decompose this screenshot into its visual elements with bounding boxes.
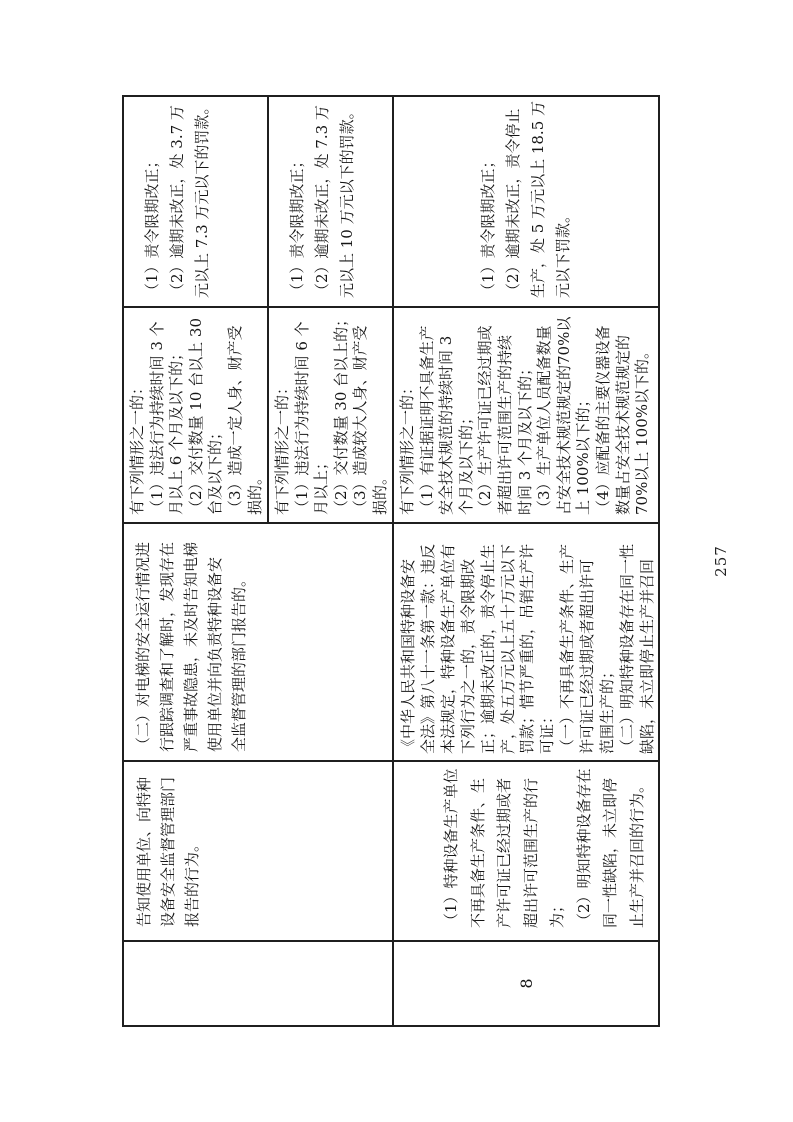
situation-row8-text: 有下列情形之一的： （1）有证据证明不具备生产 安全技术规范的持续时间 3 个月及以下的； （2）生产许可证已经过期或 者超出许可范围生产的持续 时间 3 个月及以下的； （3）生产单位人员配备数量 占安全技术规范规定的70%以 上 100%以下的； （4）应配备的主要仪器设备 数量占安全技术规范规定的 70%以上 100%以下的。 <box>398 316 652 515</box>
situation-tier2-text: 有下列情形之一的： （1）违法行为持续时间 6 个 月以上； （2）交付数量 30 台以上的； （3）造成较大人身、财产受 损的。 <box>273 311 389 515</box>
table-row-continued-tier1 <box>123 96 268 1026</box>
cell-situation-row8 <box>393 307 659 523</box>
cell-behavior-row8 <box>393 761 659 941</box>
penalty-row8-text: （1）责令限期改正； （2）逾期未改正，责令停止 生产，处 5 万元以上 18.5 万 元以下罚款。 <box>479 100 572 298</box>
cell-legal-basis-continued <box>123 523 393 761</box>
cell-serial-8 <box>393 941 659 1026</box>
cell-legal-basis-row8 <box>393 523 659 761</box>
cell-serial-continued <box>123 941 393 1026</box>
cell-situation-tier2 <box>268 307 393 523</box>
cell-penalty-tier2 <box>268 96 393 307</box>
page-number: 257 <box>712 545 730 577</box>
legal-basis-continued-text: （二）对电梯的安全运行情况进 行跟踪调查和了解时，发现存在 严重事故隐患，未及时告知电梯 使用单位并向负责特种设备安 全监督管理的部门报告的。 <box>134 541 248 752</box>
penalty-tier1-text: （1）责令限期改正； （2）逾期未改正，处 3.7 万 元以上 7.3 万元以下的罚款。 <box>143 99 211 298</box>
behavior-continued-text: 告知使用单位、向特种 设备安全监督管理部门 报告的行为。 <box>135 776 201 927</box>
cell-penalty-row8 <box>393 96 659 307</box>
serial-8-value: 8 <box>516 978 536 989</box>
situation-tier1-text: 有下列情形之一的： （1）违法行为持续时间 3 个 月以上 6 个月及以下的； （2）交付数量 10 台以上 30 台及以下的； （3）造成一定人身、财产受 损的。 <box>128 317 264 515</box>
penalty-tier2-text: （1）责令限期改正； （2）逾期未改正，处 7.3 万 元以上 10 万元以下的罚款。 <box>288 104 356 298</box>
cell-behavior-continued <box>123 761 393 941</box>
table-row-8 <box>393 96 659 1026</box>
penalty-table <box>122 95 660 1027</box>
cell-penalty-tier1 <box>123 96 268 307</box>
behavior-row8-text: （1）特种设备生产单位 不再具备生产条件、生 产许可证已经过期或者 超出许可范围生产的行 为； （2）明知特种设备存在 同一性缺陷，未立即停 止生产并召回的行为。 <box>442 768 646 928</box>
cell-situation-tier1 <box>123 307 268 523</box>
legal-basis-row8-text: 《中华人民共和国特种设备安 全法》第八十一条第一款：违反 本法规定，特种设备生产单位有 下列行为之一的，责令限期改 正；逾期未改正的，责令停止生 产，处五万元以上五十万元以下 罚款；情节严重的，吊销生产许 可证： （一）不再具备生产条件、生产 许可证已经过期或者超出许可 范围生产的； （二）明知特种设备存在同一性 缺陷，未立即停止生产并召回 <box>399 543 656 754</box>
